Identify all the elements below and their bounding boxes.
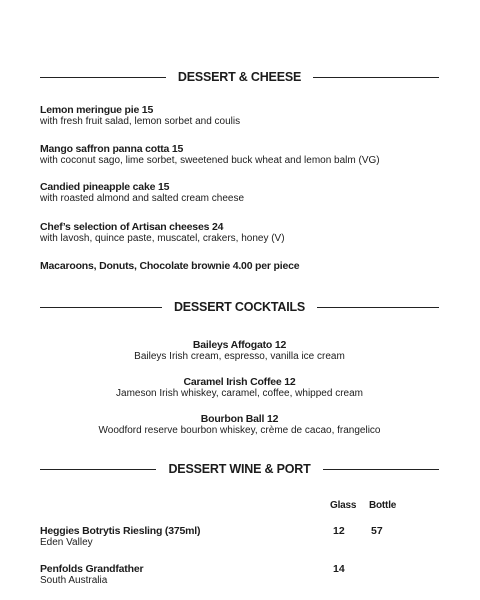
- dessert-wine-port-header: [40, 462, 439, 476]
- divider-right: [323, 469, 439, 470]
- item-title: Baileys Affogato 12: [192, 339, 287, 351]
- bottle-price: 57: [371, 525, 383, 537]
- dessert-cheese-header: [40, 70, 439, 84]
- dessert-cocktails-header: [40, 300, 439, 314]
- divider-right: [313, 77, 439, 78]
- glass-price: 12: [333, 525, 345, 537]
- glass-price: 14: [333, 563, 345, 575]
- item-title: Macaroons, Donuts, Chocolate brownie 4.00 per piece: [40, 260, 300, 272]
- section-title: DESSERT & CHEESE: [177, 70, 302, 84]
- item-title: Lemon meringue pie 15: [40, 104, 154, 116]
- menu-item: [40, 221, 460, 245]
- item-description: with coconut sago, lime sorbet, sweetened buck wheat and lemon balm (VG): [40, 155, 380, 166]
- menu-item: [40, 143, 460, 167]
- menu-item: [40, 181, 460, 205]
- wine-item: [40, 563, 460, 587]
- item-region: Eden Valley: [40, 537, 93, 548]
- item-region: South Australia: [40, 575, 108, 586]
- menu-item: [40, 104, 460, 128]
- section-title: DESSERT WINE & PORT: [168, 462, 311, 476]
- cocktail-item: [40, 339, 439, 363]
- divider-left: [40, 307, 162, 308]
- item-description: Jameson Irish whiskey, caramel, coffee, whipped cream: [116, 388, 363, 399]
- item-title: Mango saffron panna cotta 15: [40, 143, 184, 155]
- divider-right: [317, 307, 439, 308]
- divider-left: [40, 77, 166, 78]
- glass-column-header: Glass: [330, 500, 357, 511]
- item-description: Baileys Irish cream, espresso, vanilla ice cream: [134, 351, 345, 362]
- menu-item: [40, 260, 460, 272]
- item-title: Chef’s selection of Artisan cheeses 24: [40, 221, 224, 233]
- bottle-column-header: Bottle: [369, 500, 397, 511]
- item-title: Heggies Botrytis Riesling (375ml): [40, 525, 201, 537]
- item-title: Candied pineapple cake 15: [40, 181, 170, 193]
- item-description: with fresh fruit salad, lemon sorbet and coulis: [40, 116, 241, 127]
- section-title: DESSERT COCKTAILS: [173, 300, 306, 314]
- divider-left: [40, 469, 156, 470]
- item-title: Penfolds Grandfather: [40, 563, 144, 575]
- cocktail-item: [40, 376, 439, 400]
- item-title: Caramel Irish Coffee 12: [183, 376, 296, 388]
- cocktail-item: [40, 413, 439, 437]
- item-description: with lavosh, quince paste, muscatel, crakers, honey (V): [40, 233, 285, 244]
- item-title: Bourbon Ball 12: [200, 413, 279, 425]
- wine-item: [40, 525, 460, 549]
- item-description: with roasted almond and salted cream cheese: [40, 193, 245, 204]
- item-description: Woodford reserve bourbon whiskey, crème de cacao, frangelico: [98, 425, 381, 436]
